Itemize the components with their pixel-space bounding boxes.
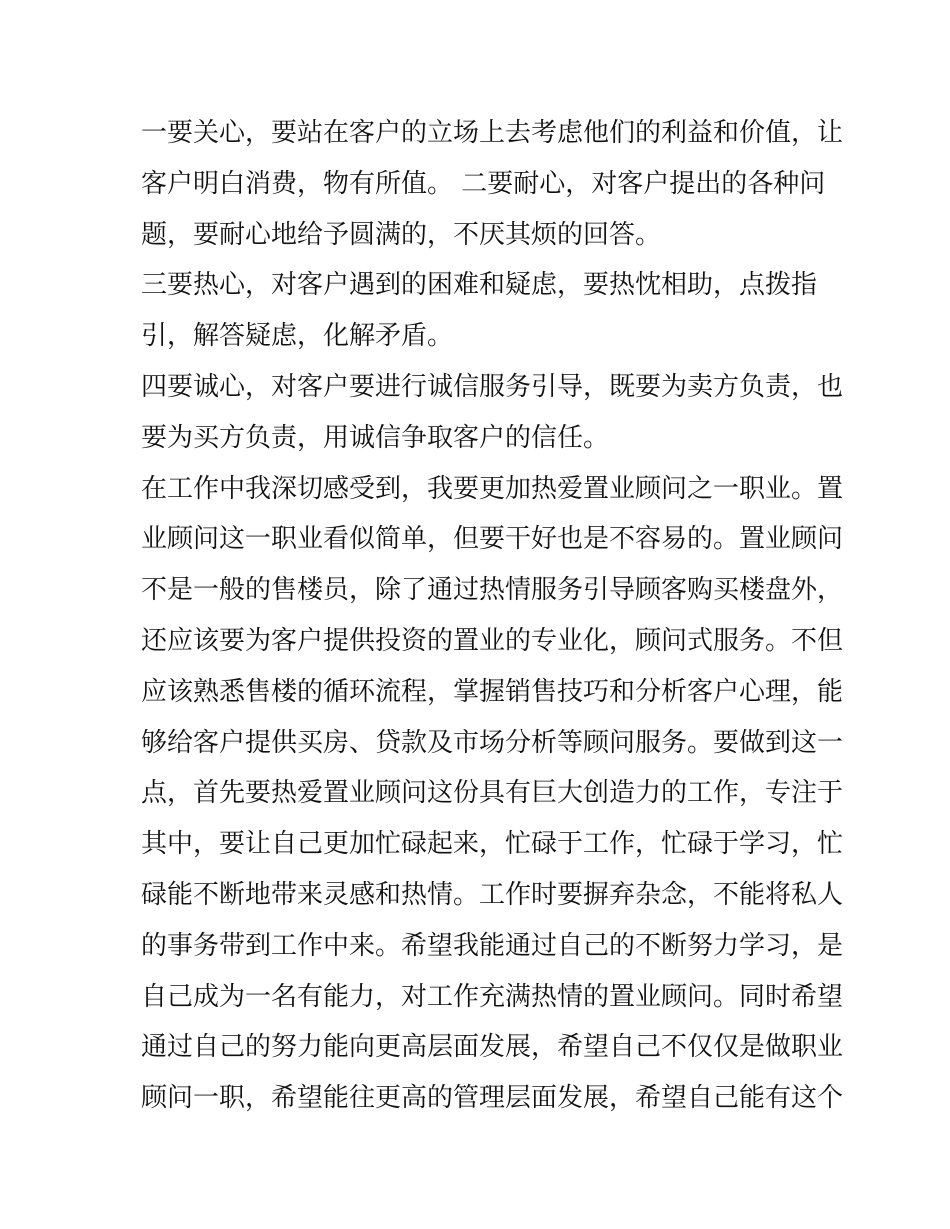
text-line: 引，解答疑虑，化解矛盾。: [141, 321, 454, 352]
text-line: 要为买方负责，用诚信争取客户的信任。: [141, 422, 610, 453]
text-line: 一要关心，要站在客户的立场上去考虑他们的利益和价值，让: [141, 118, 844, 148]
text-line: 不是一般的售楼员，除了通过热情服务引导顾客购买楼盘外，: [141, 575, 844, 606]
text-line: 顾问一职，希望能往更高的管理层面发展，希望自己能有这个: [141, 1083, 844, 1114]
text-line: 客户明白消费，物有所值。 二要耐心，对客户提出的各种问: [141, 168, 826, 199]
text-line: 还应该要为客户提供投资的置业的专业化，顾问式服务。不但: [141, 625, 844, 656]
text-line: 点，首先要热爱置业顾问这份具有巨大创造力的工作，专注于: [141, 778, 844, 809]
text-line: 三要热心，对客户遇到的困难和疑虑，要热忱相助，点拨指: [141, 270, 818, 301]
text-line: 够给客户提供买房、贷款及市场分析等顾问服务。要做到这一: [141, 727, 844, 758]
text-line: 自己成为一名有能力，对工作充满热情的置业顾问。同时希望: [141, 981, 844, 1012]
text-line: 的事务带到工作中来。希望我能通过自己的不断努力学习，是: [141, 930, 844, 961]
text-line: 业顾问这一职业看似简单，但要干好也是不容易的。置业顾问: [141, 524, 844, 555]
text-line: 其中，要让自己更加忙碌起来，忙碌于工作，忙碌于学习，忙: [141, 829, 844, 860]
text-line: 在工作中我深切感受到，我要更加热爱置业顾问之一职业。置: [141, 473, 844, 504]
text-line: 四要诚心，对客户要进行诚信服务引导，既要为卖方负责，也: [141, 371, 844, 402]
document-body: [141, 108, 844, 1124]
text-line: 题，要耐心地给予圆满的，不厌其烦的回答。: [141, 219, 662, 250]
text-line: 通过自己的努力能向更高层面发展，希望自己不仅仅是做职业: [141, 1032, 844, 1063]
text-line: 应该熟悉售楼的循环流程，掌握销售技巧和分析客户心理，能: [141, 676, 844, 707]
text-line: 碌能不断地带来灵感和热情。工作时要摒弃杂念，不能将私人: [141, 879, 844, 910]
